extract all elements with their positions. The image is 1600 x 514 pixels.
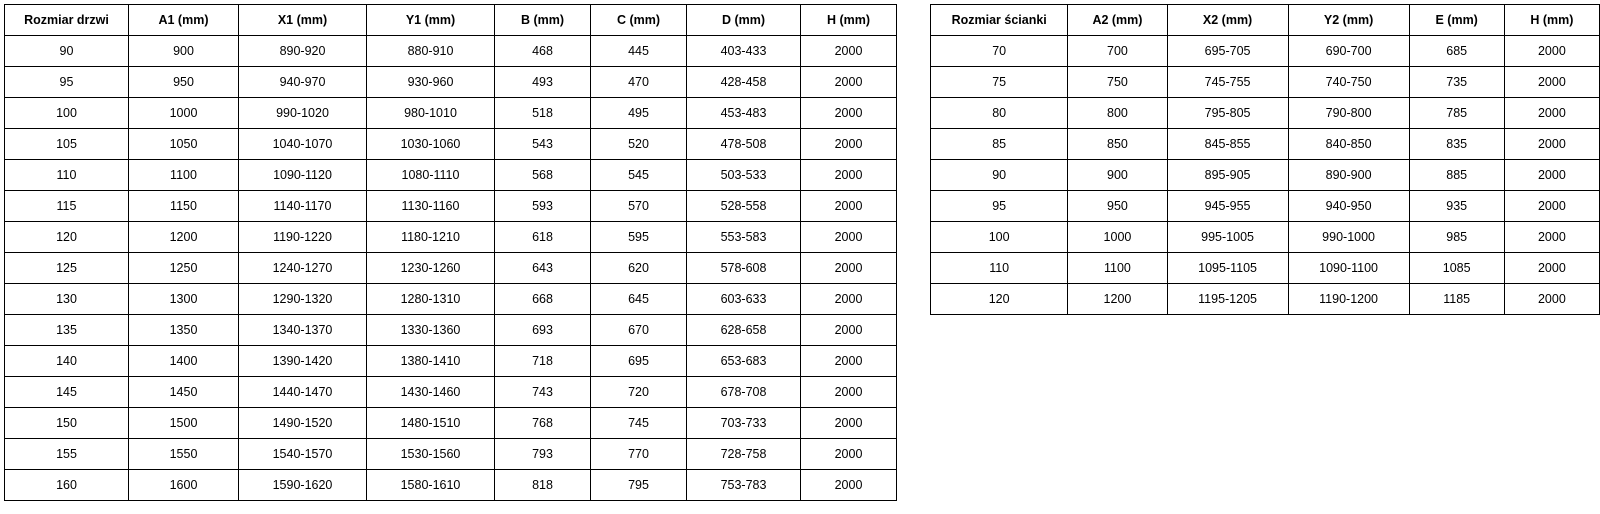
table-row (5, 439, 897, 470)
doors-cell: 2000 (801, 160, 897, 191)
walls-cell: 1085 (1409, 253, 1504, 284)
doors-cell: 770 (591, 439, 687, 470)
doors-cell: 880-910 (367, 36, 495, 67)
walls-column-header: Rozmiar ścianki (931, 5, 1068, 36)
doors-cell: 1140-1170 (239, 191, 367, 222)
doors-cell: 100 (5, 98, 129, 129)
doors-cell: 728-758 (687, 439, 801, 470)
doors-cell: 1340-1370 (239, 315, 367, 346)
table-row (931, 67, 1600, 98)
walls-cell: 2000 (1504, 222, 1599, 253)
walls-column-header: H (mm) (1504, 5, 1599, 36)
doors-column-header: X1 (mm) (239, 5, 367, 36)
walls-cell: 850 (1068, 129, 1167, 160)
doors-cell: 703-733 (687, 408, 801, 439)
walls-column-header: X2 (mm) (1167, 5, 1288, 36)
walls-cell: 745-755 (1167, 67, 1288, 98)
doors-cell: 768 (495, 408, 591, 439)
doors-cell: 120 (5, 222, 129, 253)
doors-cell: 1180-1210 (367, 222, 495, 253)
doors-column-header: Y1 (mm) (367, 5, 495, 36)
doors-cell: 2000 (801, 36, 897, 67)
doors-cell: 130 (5, 284, 129, 315)
walls-cell: 2000 (1504, 67, 1599, 98)
table-row (5, 191, 897, 222)
doors-cell: 2000 (801, 346, 897, 377)
walls-cell: 935 (1409, 191, 1504, 222)
table-row (931, 129, 1600, 160)
walls-cell: 835 (1409, 129, 1504, 160)
doors-cell: 1350 (129, 315, 239, 346)
doors-cell: 1590-1620 (239, 470, 367, 501)
walls-cell: 790-800 (1288, 98, 1409, 129)
doors-cell: 1290-1320 (239, 284, 367, 315)
doors-cell: 140 (5, 346, 129, 377)
doors-cell: 115 (5, 191, 129, 222)
walls-cell: 100 (931, 222, 1068, 253)
walls-cell: 2000 (1504, 253, 1599, 284)
doors-cell: 718 (495, 346, 591, 377)
walls-column-header: A2 (mm) (1068, 5, 1167, 36)
doors-cell: 160 (5, 470, 129, 501)
doors-column-header: B (mm) (495, 5, 591, 36)
walls-cell: 900 (1068, 160, 1167, 191)
table-row (5, 67, 897, 98)
doors-cell: 1280-1310 (367, 284, 495, 315)
doors-cell: 453-483 (687, 98, 801, 129)
doors-cell: 720 (591, 377, 687, 408)
doors-cell: 1090-1120 (239, 160, 367, 191)
doors-cell: 1440-1470 (239, 377, 367, 408)
walls-cell: 690-700 (1288, 36, 1409, 67)
doors-cell: 668 (495, 284, 591, 315)
walls-cell: 2000 (1504, 284, 1599, 315)
walls-cell: 700 (1068, 36, 1167, 67)
walls-cell: 1185 (1409, 284, 1504, 315)
doors-cell: 570 (591, 191, 687, 222)
doors-cell: 478-508 (687, 129, 801, 160)
doors-cell: 2000 (801, 377, 897, 408)
table-row (5, 160, 897, 191)
doors-cell: 940-970 (239, 67, 367, 98)
doors-cell: 628-658 (687, 315, 801, 346)
table-row (931, 98, 1600, 129)
doors-cell: 403-433 (687, 36, 801, 67)
doors-cell: 643 (495, 253, 591, 284)
doors-cell: 2000 (801, 191, 897, 222)
doors-cell: 818 (495, 470, 591, 501)
walls-cell: 695-705 (1167, 36, 1288, 67)
walls-cell: 940-950 (1288, 191, 1409, 222)
walls-cell: 85 (931, 129, 1068, 160)
walls-cell: 1000 (1068, 222, 1167, 253)
walls-cell: 885 (1409, 160, 1504, 191)
doors-cell: 1230-1260 (367, 253, 495, 284)
doors-cell: 930-960 (367, 67, 495, 98)
table-row (5, 284, 897, 315)
table-row (5, 253, 897, 284)
walls-table-container (930, 4, 1600, 315)
doors-cell: 653-683 (687, 346, 801, 377)
doors-cell: 1550 (129, 439, 239, 470)
doors-cell: 2000 (801, 408, 897, 439)
doors-cell: 2000 (801, 129, 897, 160)
walls-cell: 995-1005 (1167, 222, 1288, 253)
doors-cell: 1390-1420 (239, 346, 367, 377)
walls-cell: 1190-1200 (1288, 284, 1409, 315)
doors-cell: 495 (591, 98, 687, 129)
doors-cell: 135 (5, 315, 129, 346)
doors-cell: 2000 (801, 222, 897, 253)
doors-cell: 2000 (801, 470, 897, 501)
doors-cell: 1130-1160 (367, 191, 495, 222)
doors-cell: 1040-1070 (239, 129, 367, 160)
walls-cell: 80 (931, 98, 1068, 129)
walls-cell: 2000 (1504, 98, 1599, 129)
walls-cell: 120 (931, 284, 1068, 315)
walls-cell: 795-805 (1167, 98, 1288, 129)
walls-cell: 895-905 (1167, 160, 1288, 191)
doors-cell: 543 (495, 129, 591, 160)
doors-cell: 110 (5, 160, 129, 191)
walls-column-header: Y2 (mm) (1288, 5, 1409, 36)
doors-cell: 1050 (129, 129, 239, 160)
doors-cell: 1540-1570 (239, 439, 367, 470)
table-row (5, 98, 897, 129)
doors-cell: 470 (591, 67, 687, 98)
doors-cell: 670 (591, 315, 687, 346)
doors-table-container (4, 4, 897, 501)
doors-cell: 145 (5, 377, 129, 408)
table-row (931, 36, 1600, 67)
table-row (5, 377, 897, 408)
doors-cell: 105 (5, 129, 129, 160)
table-row (931, 253, 1600, 284)
doors-cell: 1030-1060 (367, 129, 495, 160)
doors-cell: 620 (591, 253, 687, 284)
doors-cell: 1080-1110 (367, 160, 495, 191)
doors-column-header: A1 (mm) (129, 5, 239, 36)
walls-cell: 750 (1068, 67, 1167, 98)
walls-cell: 1100 (1068, 253, 1167, 284)
table-header-row (931, 5, 1600, 36)
doors-cell: 1600 (129, 470, 239, 501)
doors-column-header: C (mm) (591, 5, 687, 36)
doors-cell: 2000 (801, 98, 897, 129)
doors-cell: 743 (495, 377, 591, 408)
doors-cell: 428-458 (687, 67, 801, 98)
doors-cell: 695 (591, 346, 687, 377)
doors-cell: 1190-1220 (239, 222, 367, 253)
walls-cell: 2000 (1504, 160, 1599, 191)
table-header-row (5, 5, 897, 36)
walls-cell: 1095-1105 (1167, 253, 1288, 284)
doors-cell: 1300 (129, 284, 239, 315)
walls-cell: 840-850 (1288, 129, 1409, 160)
table-row (5, 346, 897, 377)
doors-cell: 95 (5, 67, 129, 98)
doors-cell: 578-608 (687, 253, 801, 284)
doors-cell: 568 (495, 160, 591, 191)
walls-cell: 95 (931, 191, 1068, 222)
table-row (5, 36, 897, 67)
walls-cell: 90 (931, 160, 1068, 191)
walls-cell: 1200 (1068, 284, 1167, 315)
doors-cell: 2000 (801, 315, 897, 346)
doors-cell: 753-783 (687, 470, 801, 501)
table-row (5, 315, 897, 346)
table-row (5, 470, 897, 501)
doors-cell: 90 (5, 36, 129, 67)
doors-column-header: Rozmiar drzwi (5, 5, 129, 36)
walls-cell: 2000 (1504, 129, 1599, 160)
doors-cell: 1500 (129, 408, 239, 439)
walls-cell: 2000 (1504, 36, 1599, 67)
doors-cell: 900 (129, 36, 239, 67)
doors-cell: 493 (495, 67, 591, 98)
walls-dimensions-table (930, 4, 1600, 315)
doors-cell: 125 (5, 253, 129, 284)
table-row (931, 160, 1600, 191)
doors-cell: 793 (495, 439, 591, 470)
doors-cell: 795 (591, 470, 687, 501)
doors-cell: 2000 (801, 284, 897, 315)
doors-cell: 445 (591, 36, 687, 67)
doors-cell: 980-1010 (367, 98, 495, 129)
table-row (931, 222, 1600, 253)
walls-cell: 2000 (1504, 191, 1599, 222)
doors-column-header: H (mm) (801, 5, 897, 36)
walls-column-header: E (mm) (1409, 5, 1504, 36)
doors-cell: 155 (5, 439, 129, 470)
doors-cell: 595 (591, 222, 687, 253)
doors-cell: 468 (495, 36, 591, 67)
doors-cell: 1430-1460 (367, 377, 495, 408)
doors-cell: 618 (495, 222, 591, 253)
walls-cell: 70 (931, 36, 1068, 67)
doors-cell: 2000 (801, 439, 897, 470)
walls-cell: 735 (1409, 67, 1504, 98)
doors-cell: 1450 (129, 377, 239, 408)
walls-cell: 75 (931, 67, 1068, 98)
doors-cell: 1240-1270 (239, 253, 367, 284)
table-row (5, 222, 897, 253)
walls-cell: 845-855 (1167, 129, 1288, 160)
doors-cell: 1250 (129, 253, 239, 284)
walls-cell: 800 (1068, 98, 1167, 129)
walls-cell: 685 (1409, 36, 1504, 67)
doors-cell: 2000 (801, 67, 897, 98)
doors-column-header: D (mm) (687, 5, 801, 36)
walls-cell: 890-900 (1288, 160, 1409, 191)
doors-cell: 553-583 (687, 222, 801, 253)
walls-cell: 990-1000 (1288, 222, 1409, 253)
doors-cell: 950 (129, 67, 239, 98)
doors-cell: 2000 (801, 253, 897, 284)
doors-cell: 1530-1560 (367, 439, 495, 470)
walls-cell: 1090-1100 (1288, 253, 1409, 284)
walls-cell: 945-955 (1167, 191, 1288, 222)
doors-cell: 1490-1520 (239, 408, 367, 439)
doors-cell: 150 (5, 408, 129, 439)
doors-cell: 1100 (129, 160, 239, 191)
table-row (5, 129, 897, 160)
doors-cell: 1000 (129, 98, 239, 129)
doors-cell: 503-533 (687, 160, 801, 191)
doors-cell: 603-633 (687, 284, 801, 315)
table-row (931, 191, 1600, 222)
doors-cell: 1200 (129, 222, 239, 253)
doors-cell: 645 (591, 284, 687, 315)
doors-cell: 545 (591, 160, 687, 191)
doors-cell: 520 (591, 129, 687, 160)
doors-cell: 1380-1410 (367, 346, 495, 377)
doors-cell: 990-1020 (239, 98, 367, 129)
walls-cell: 1195-1205 (1167, 284, 1288, 315)
doors-cell: 745 (591, 408, 687, 439)
table-row (931, 284, 1600, 315)
doors-dimensions-table (4, 4, 897, 501)
doors-cell: 1400 (129, 346, 239, 377)
walls-cell: 110 (931, 253, 1068, 284)
walls-cell: 985 (1409, 222, 1504, 253)
doors-cell: 1480-1510 (367, 408, 495, 439)
walls-cell: 950 (1068, 191, 1167, 222)
walls-cell: 785 (1409, 98, 1504, 129)
table-row (5, 408, 897, 439)
doors-cell: 528-558 (687, 191, 801, 222)
doors-cell: 678-708 (687, 377, 801, 408)
doors-cell: 518 (495, 98, 591, 129)
doors-cell: 890-920 (239, 36, 367, 67)
doors-cell: 1580-1610 (367, 470, 495, 501)
doors-cell: 1330-1360 (367, 315, 495, 346)
doors-cell: 593 (495, 191, 591, 222)
doors-cell: 1150 (129, 191, 239, 222)
doors-cell: 693 (495, 315, 591, 346)
walls-cell: 740-750 (1288, 67, 1409, 98)
